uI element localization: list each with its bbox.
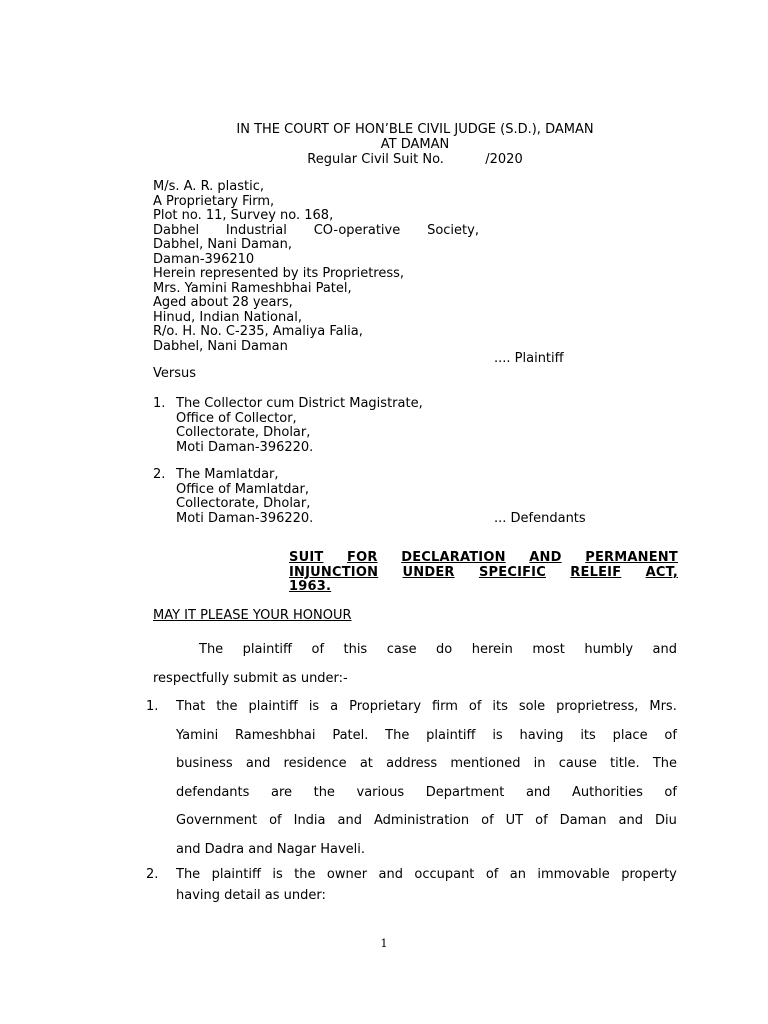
defendant-line: Office of Mamlatdar,: [176, 481, 309, 497]
intro-paragraph: [153, 636, 677, 693]
word: is: [308, 699, 320, 714]
word: plaintiff: [248, 699, 298, 714]
versus-label: Versus: [153, 366, 197, 381]
word: The: [385, 727, 410, 743]
plaintiff-line: Daman-396210: [153, 251, 255, 267]
word: the: [313, 784, 335, 800]
word: is: [272, 867, 283, 882]
word: residence: [283, 756, 347, 771]
word: Patel.: [332, 727, 369, 743]
word: humbly: [584, 642, 634, 657]
paragraph-line: [176, 807, 677, 836]
defendant-line: Collectorate, Dholar,: [176, 496, 311, 511]
line-text: [176, 807, 677, 836]
word: PERMANENT: [585, 550, 678, 565]
word: Yamini: [176, 727, 219, 743]
defendant-line: Collectorate, Dholar,: [176, 425, 311, 440]
word: Department: [425, 784, 505, 800]
defendants-role-label: ... Defendants: [494, 511, 586, 526]
word: of: [664, 727, 677, 743]
word: of: [481, 813, 494, 828]
word: Industrial: [225, 222, 287, 238]
word: immovable: [537, 867, 610, 882]
defendant-number: 1.: [153, 396, 166, 411]
suit-title: [289, 551, 678, 595]
word: of: [311, 642, 325, 657]
word: The: [199, 642, 224, 657]
word: the: [294, 867, 316, 882]
word: and: [337, 813, 362, 828]
word: INJUNCTION: [289, 564, 379, 580]
word: and: [245, 756, 271, 771]
paragraph-2: [146, 864, 677, 906]
line-text: [176, 750, 677, 779]
word: Society,: [427, 222, 479, 238]
plaintiff-line: A Proprietary Firm,: [153, 193, 275, 209]
word: cause: [558, 756, 597, 771]
plaintiff-line: Herein represented by its Proprietress,: [153, 266, 405, 281]
defendant-number: 2.: [153, 467, 166, 482]
word: an: [509, 867, 526, 882]
word: SUIT: [289, 550, 324, 565]
word: plaintiff: [211, 867, 261, 882]
word: the: [216, 699, 238, 714]
word: business: [176, 756, 233, 771]
word: FOR: [347, 550, 378, 565]
word: of: [269, 813, 282, 828]
word: address: [386, 756, 438, 771]
word: case: [386, 642, 417, 657]
word: Diu: [654, 813, 677, 828]
paragraph-line: [176, 864, 677, 885]
paragraph-line: [176, 750, 677, 779]
plaintiff-line: Plot no. 11, Survey no. 168,: [153, 208, 334, 223]
word: India: [293, 813, 326, 828]
word: do: [436, 642, 453, 657]
suit-number: Regular Civil Suit No. /2020: [307, 152, 523, 167]
plaintiff-role-label: .... Plaintiff: [494, 351, 564, 366]
word: SPECIFIC: [478, 564, 546, 580]
word: Administration: [373, 813, 470, 828]
defendant-line: Moti Daman-396220.: [176, 510, 314, 526]
word: its: [492, 699, 508, 714]
word: is: [492, 727, 503, 743]
salutation: MAY IT PLEASE YOUR HONOUR: [153, 608, 352, 623]
defendant-line: The Collector cum District Magistrate,: [176, 396, 423, 411]
word: proprietress,: [556, 699, 639, 714]
word: this: [343, 642, 368, 657]
word: and: [652, 642, 677, 657]
paragraph-last-line: having detail as under:: [176, 888, 326, 903]
word: of: [535, 813, 548, 828]
paragraph-1: [146, 693, 677, 864]
plaintiff-address-line: [153, 224, 479, 239]
paragraph-number: 2.: [146, 867, 159, 882]
word: at: [359, 756, 373, 771]
word: in: [533, 756, 546, 771]
word: having: [519, 727, 564, 743]
word: mentioned: [450, 756, 521, 771]
plaintiff-line: M/s. A. R. plastic,: [153, 179, 264, 194]
paragraph-line: [176, 779, 677, 808]
word: DECLARATION: [401, 550, 506, 565]
plaintiff-line: R/o. H. No. C-235, Amaliya Falia,: [153, 324, 363, 339]
word: UT: [505, 813, 524, 828]
word: AND: [529, 550, 562, 565]
word: of: [664, 784, 677, 800]
court-name: IN THE COURT OF HON’BLE CIVIL JUDGE (S.D.), DAMAN: [236, 122, 594, 137]
defendant-2: [153, 468, 313, 526]
word: ACT,: [645, 564, 678, 580]
plaintiff-line: Hinud, Indian National,: [153, 309, 302, 325]
word: defendants: [176, 784, 250, 800]
word: various: [356, 784, 405, 800]
defendant-1: [153, 397, 423, 455]
line-text: [176, 722, 677, 751]
page-number: 1: [380, 937, 388, 950]
word: Dabhel: [153, 222, 200, 238]
word: its: [580, 727, 596, 743]
word: of: [468, 699, 482, 714]
word: and: [618, 813, 643, 828]
word: firm: [431, 699, 458, 714]
word: Government: [176, 813, 258, 828]
word: title.: [610, 756, 640, 771]
word: Daman: [559, 813, 607, 828]
word: a: [330, 699, 339, 714]
line-text: [176, 693, 677, 722]
paragraph-line: [176, 693, 677, 722]
word: and: [378, 867, 403, 882]
word: CO-operative: [313, 222, 401, 238]
word: and: [525, 784, 551, 800]
paragraph-number: 1.: [146, 699, 159, 714]
plaintiff-line: Dabhel, Nani Daman,: [153, 237, 292, 252]
line-text: [176, 864, 677, 885]
word: Proprietary: [349, 699, 422, 714]
word: That: [176, 699, 206, 714]
word: The: [652, 756, 677, 771]
suit-title-year: 1963.: [289, 579, 332, 594]
word: are: [270, 784, 293, 800]
word: property: [621, 867, 677, 882]
word: plaintiff: [426, 727, 476, 743]
word: Authorities: [571, 784, 643, 800]
word: owner: [326, 867, 368, 882]
word: UNDER: [402, 564, 455, 580]
intro-line: respectfully submit as under:-: [153, 670, 348, 686]
word: Mrs.: [649, 699, 677, 714]
plaintiff-line: Mrs. Yamini Rameshbhai Patel,: [153, 280, 352, 296]
word: sole: [518, 699, 546, 714]
word: occupant: [414, 867, 475, 882]
defendant-line: The Mamlatdar,: [176, 467, 279, 482]
court-header: [153, 122, 677, 167]
word: The: [176, 867, 201, 882]
word: of: [485, 867, 499, 882]
word: herein: [471, 642, 513, 657]
word: plaintiff: [242, 642, 293, 657]
defendant-line: Office of Collector,: [176, 410, 297, 426]
defendant-line: Moti Daman-396220.: [176, 439, 314, 455]
paragraph-last-line: and Dadra and Nagar Haveli.: [176, 841, 366, 857]
word: RELEIF: [570, 564, 622, 580]
plaintiff-details: [153, 180, 483, 354]
paragraph-line: [176, 722, 677, 751]
plaintiff-line: Aged about 28 years,: [153, 295, 293, 310]
word: most: [532, 642, 565, 657]
line-text: [176, 779, 677, 808]
court-location: AT DAMAN: [380, 137, 450, 152]
word: Rameshbhai: [235, 727, 316, 743]
plaintiff-line: Dabhel, Nani Daman: [153, 338, 288, 354]
word: place: [612, 727, 648, 743]
